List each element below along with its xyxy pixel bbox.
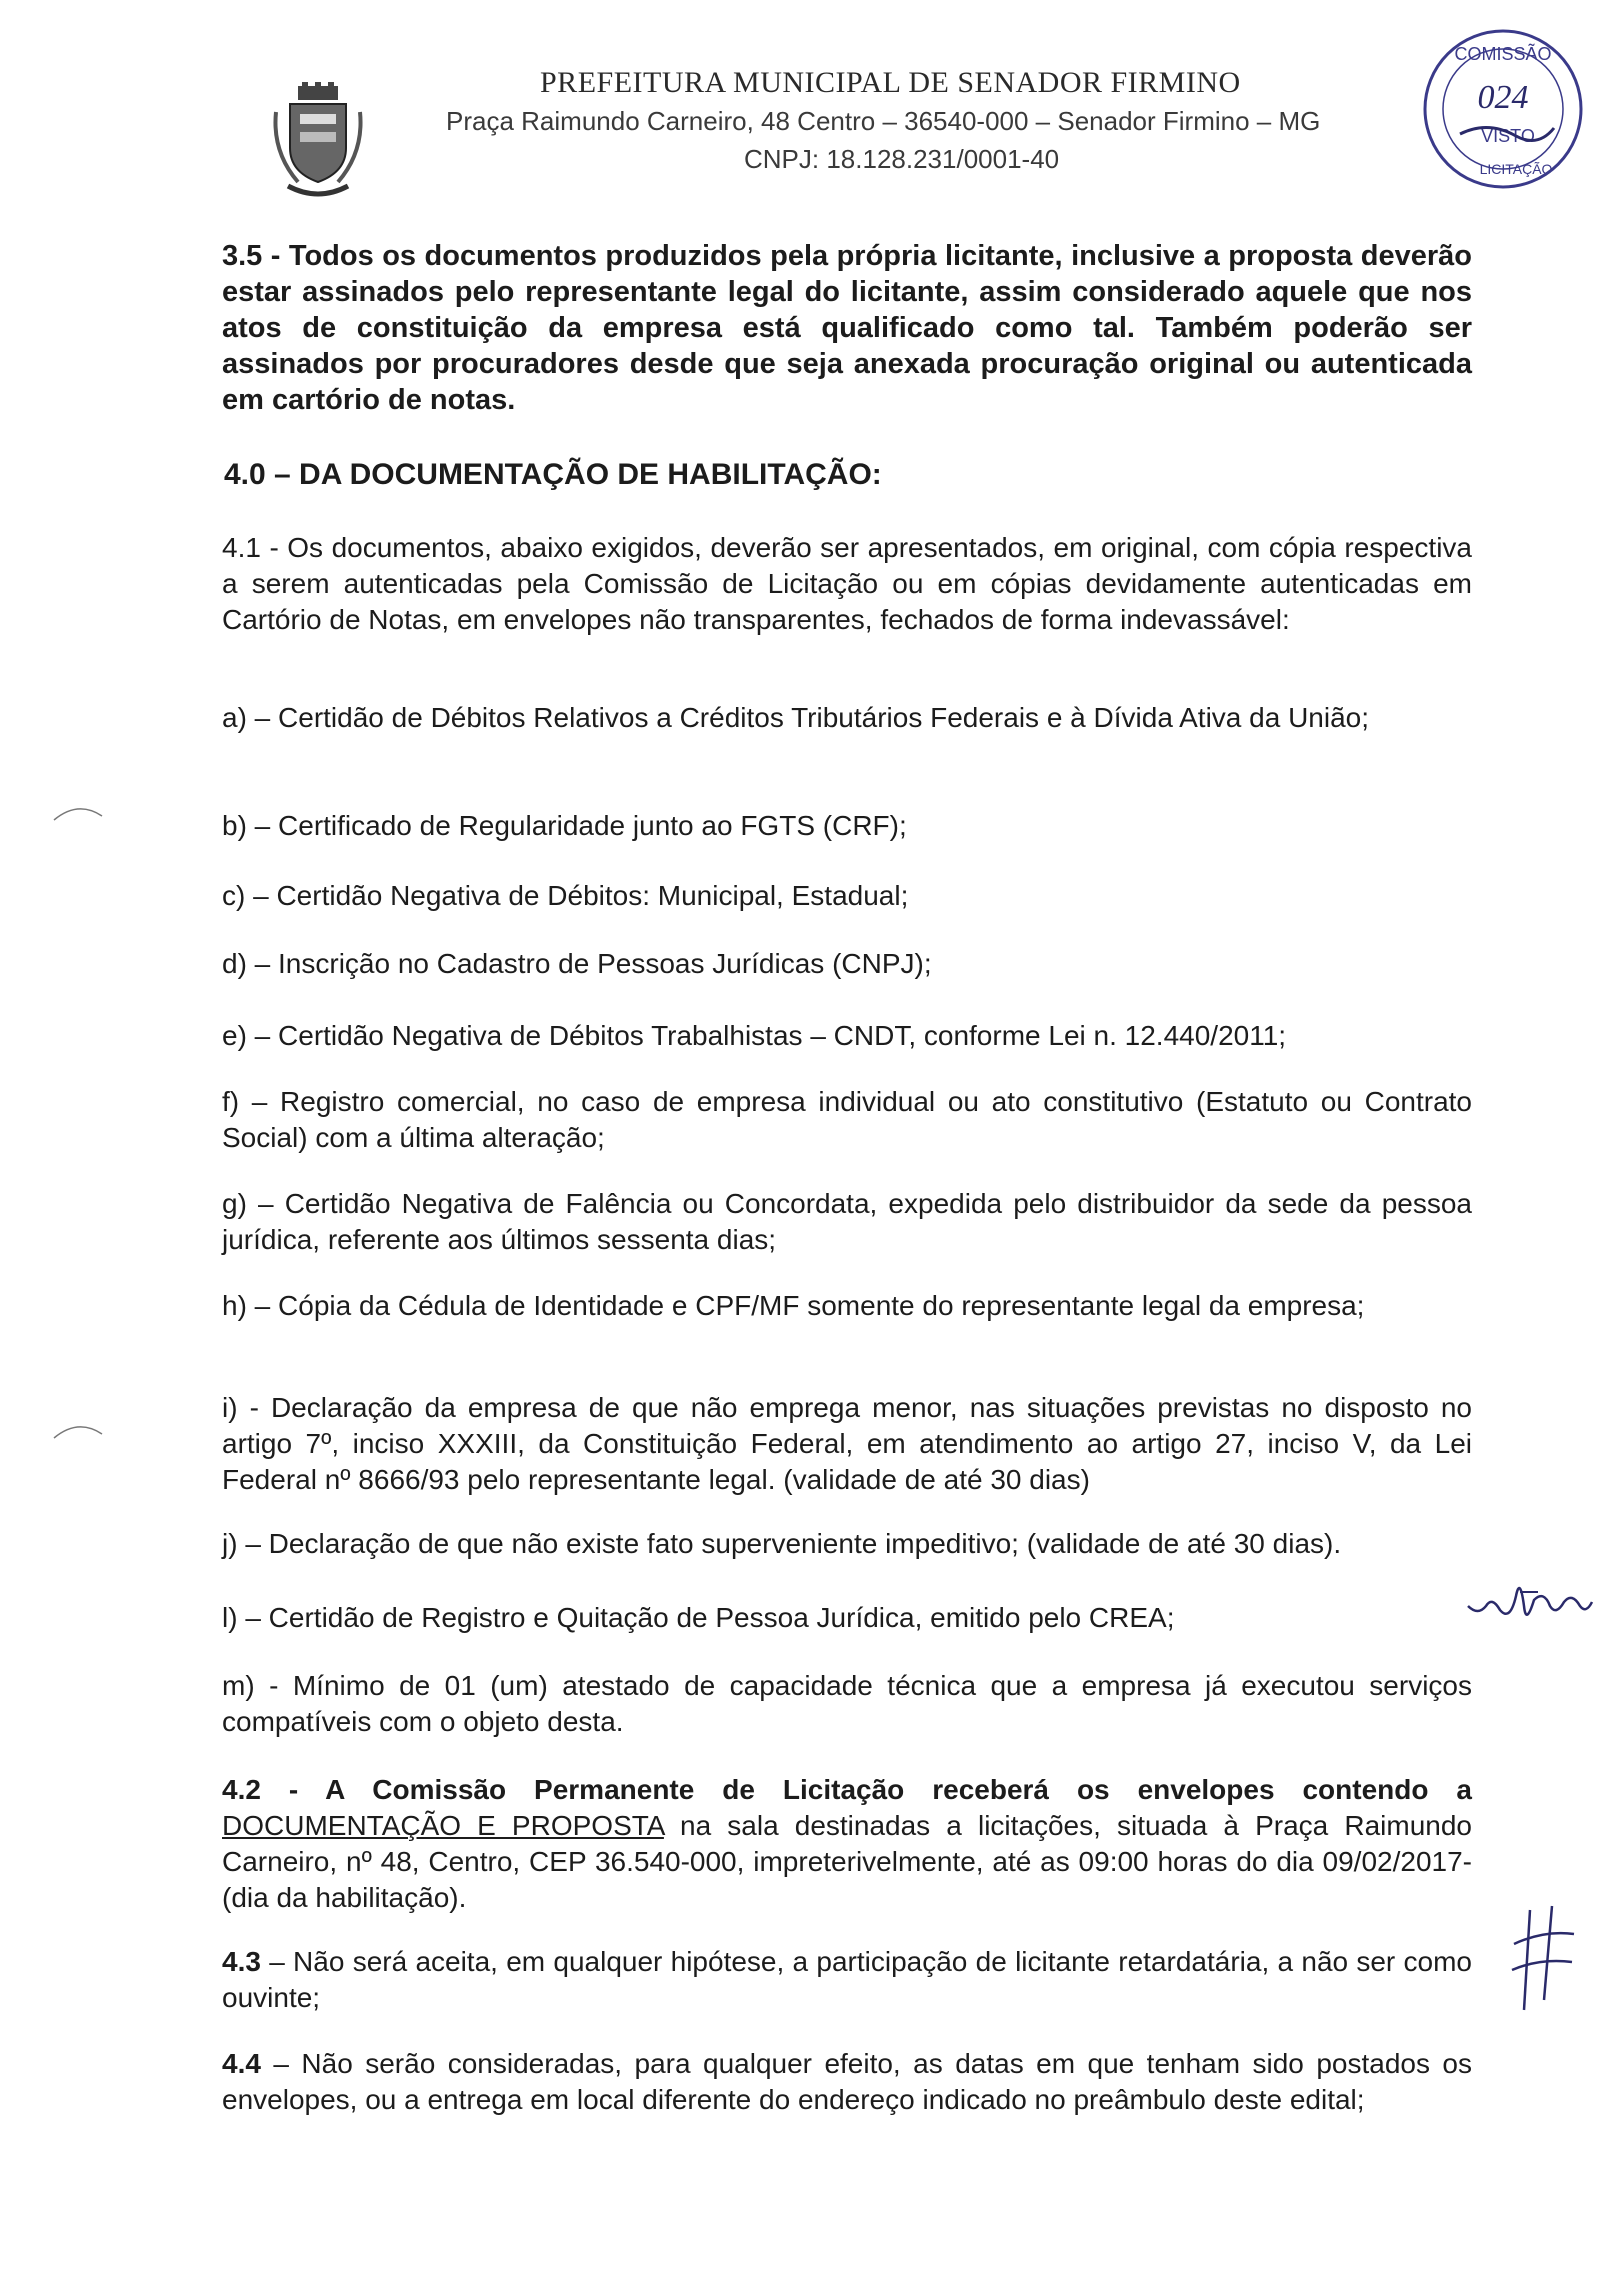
stamp-number: 024 [1477,79,1529,116]
section-4-2-underlined: DOCUMENTAÇÃO E PROPOSTA [222,1810,664,1841]
item-j: j) – Declaração de que não existe fato superveniente impeditivo; (validade de até 30 dias). [222,1528,1342,1559]
stamp-line2: VISTO [1481,126,1535,146]
item-b: b) – Certificado de Regularidade junto ao FGTS (CRF); [222,810,907,841]
binding-hole-mark-icon [52,1418,104,1442]
section-4-3 [222,1944,1472,2016]
item-e: e) – Certidão Negativa de Débitos Trabalhistas – CNDT, conforme Lei n. 12.440/2011; [222,1020,1287,1051]
section-4-4-text: – Não serão consideradas, para qualquer efeito, as datas em que tenham sido postados os envelopes, ou a entrega em local diferente do endereço indicado no preâmbulo deste edital; [222,2048,1472,2115]
item-i: i) - Declaração da empresa de que não emprega menor, nas situações previstas no disposto no artigo 7º, inciso XXXIII, da Constituição Federal, em atendimento ao artigo 27, inciso V, da Lei Federal nº 8666/93 pelo representante legal. (validade de até 30 dias) [222,1392,1472,1495]
section-4-2-prefix: 4.2 - A Comissão Permanente de Licitação receberá os envelopes contendo a [222,1774,1472,1805]
section-4-1: 4.1 - Os documentos, abaixo exigidos, deverão ser apresentados, em original, com cópia respectiva a serem autenticadas pela Comissão de Licitação ou em cópias devidamente autenticadas em Cartório de Notas, em envelopes não transparentes, fechados de forma indevassável: [222,532,1472,635]
item-l: l) – Certidão de Registro e Quitação de Pessoa Jurídica, emitido pelo CREA; [222,1602,1175,1633]
item-c: c) – Certidão Negativa de Débitos: Municipal, Estadual; [222,880,909,911]
stamp-line1: COMISSÃO [1454,44,1552,64]
section-4-2-suffix: na sala destinadas a licitações, situada à Praça Raimundo Carneiro, nº 48, Centro, CEP 36.540-000, impreterivelmente, até as 09:00 horas do dia 09/02/2017- (dia da habilitação). [222,1810,1472,1913]
section-4-2 [222,1772,1472,1916]
item-h: h) – Cópia da Cédula de Identidade e CPF/MF somente do representante legal da empresa; [222,1290,1365,1321]
handwritten-signature-icon [1464,1566,1594,1636]
stamp-line3: LICITAÇÃO [1479,161,1553,177]
section-4-3-text: – Não será aceita, em qualquer hipótese, a participação de licitante retardatária, a não ser como ouvinte; [222,1946,1472,2013]
header-title: PREFEITURA MUNICIPAL DE SENADOR FIRMINO [540,66,1241,99]
header-address: Praça Raimundo Carneiro, 48 Centro – 36540-000 – Senador Firmino – MG [446,106,1321,136]
coat-of-arms-icon [268,82,368,202]
item-m: m) - Mínimo de 01 (um) atestado de capacidade técnica que a empresa já executou serviços compatíveis com o objeto desta. [222,1670,1472,1737]
section-4-0-title: 4.0 – DA DOCUMENTAÇÃO DE HABILITAÇÃO: [224,458,882,491]
item-a: a) – Certidão de Débitos Relativos a Créditos Tributários Federais e à Dívida Ativa da União; [222,702,1370,733]
section-4-3-number: 4.3 [222,1946,261,1977]
item-g: g) – Certidão Negativa de Falência ou Concordata, expedida pelo distribuidor da sede da pessoa jurídica, referente aos últimos sessenta dias; [222,1188,1472,1255]
section-3-5: 3.5 - Todos os documentos produzidos pela própria licitante, inclusive a proposta deverão estar assinados pelo representante legal do licitante, assim considerado aquele que nos atos de constituição da empresa está qualificado como tal. Também poderão ser assinados por procuradores desde que seja anexada procuração original ou autenticada em cartório de notas. [222,240,1472,416]
binding-hole-mark-icon [52,800,104,824]
item-d: d) – Inscrição no Cadastro de Pessoas Jurídicas (CNPJ); [222,948,932,979]
item-f: f) – Registro comercial, no caso de empresa individual ou ato constitutivo (Estatuto ou Contrato Social) com a última alteração; [222,1086,1472,1153]
commission-stamp [1418,24,1588,194]
section-4-4 [222,2046,1472,2118]
header-cnpj: CNPJ: 18.128.231/0001-40 [744,144,1060,174]
handwritten-initials-icon [1510,1900,1580,2020]
section-4-4-number: 4.4 [222,2048,261,2079]
